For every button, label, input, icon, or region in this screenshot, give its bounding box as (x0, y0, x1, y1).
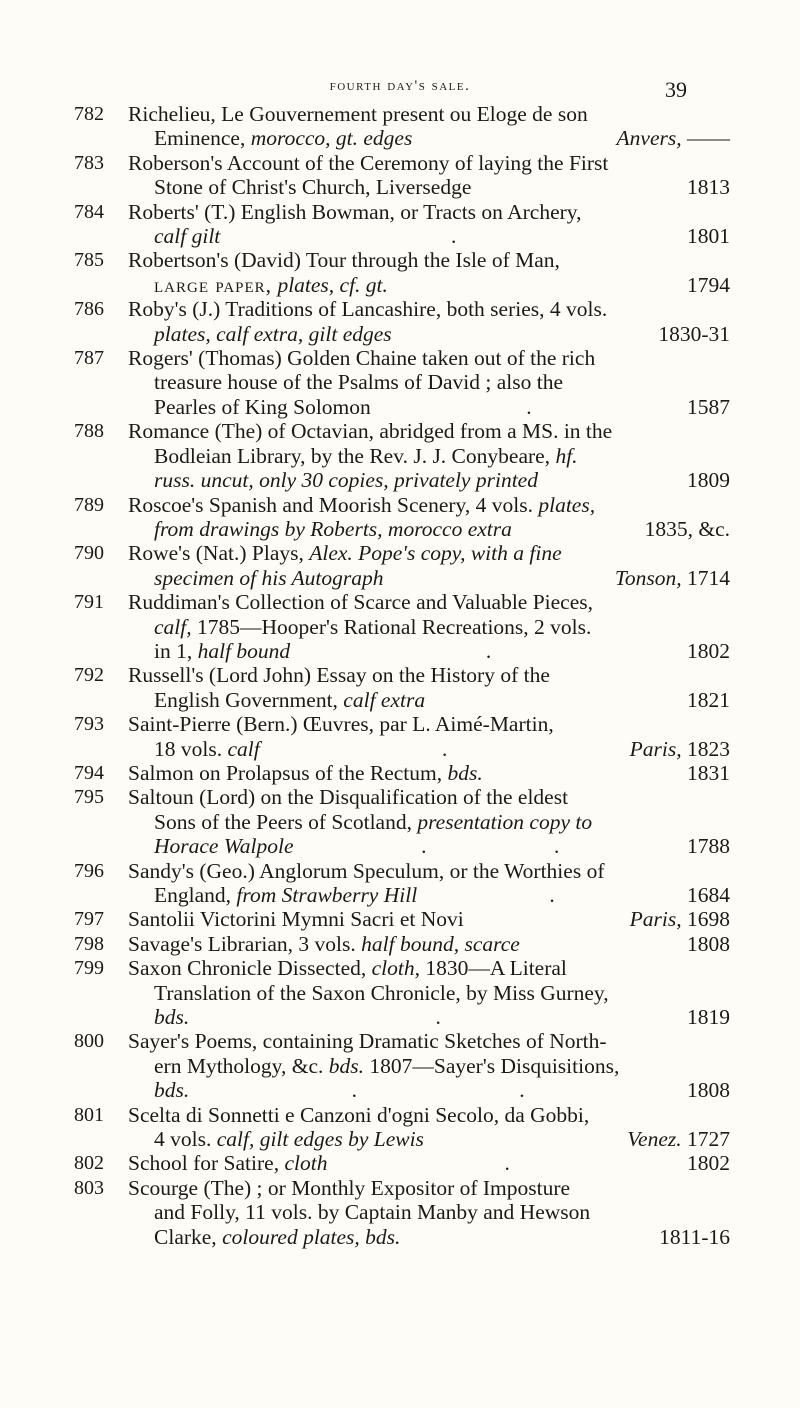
lot-binding: calf (227, 736, 260, 761)
lot-text: Clarke, (154, 1224, 223, 1249)
lot-number: 783 (74, 151, 104, 174)
lot-number: 799 (74, 957, 104, 980)
lot-binding: morocco, gt. edges (250, 126, 413, 151)
lot-entry-795 (74, 785, 730, 858)
lot-binding: calf, gilt edges by Lewis (216, 1127, 424, 1152)
lot-line (128, 1078, 730, 1102)
lot-line: Romance (The) of Octavian, abridged from a MS. in the (128, 419, 613, 444)
lot-line: Richelieu, Le Gouvernement present ou Eloge de son (128, 102, 588, 126)
lot-number: 795 (74, 786, 104, 809)
lot-line (128, 517, 730, 541)
lot-number: 785 (74, 249, 104, 272)
lot-dot: . (526, 394, 532, 419)
lot-line (128, 907, 730, 931)
lot-binding: half bound, scarce (361, 931, 520, 956)
lot-number: 792 (74, 664, 104, 687)
lot-binding: half bound (197, 638, 291, 663)
lot-number: 798 (74, 932, 104, 955)
lot-date: 1684 (687, 883, 730, 907)
lot-entry-799 (74, 956, 730, 1029)
lot-date: 1821 (687, 687, 730, 712)
lot-line (128, 444, 730, 468)
lot-date: 1802 (687, 638, 730, 663)
lot-number: 790 (74, 542, 104, 565)
lot-provenance: from Strawberry Hill (236, 883, 418, 907)
lot-line (128, 541, 730, 565)
lot-binding: calf gilt (154, 224, 221, 249)
lot-binding: plates, cf. gt. (272, 272, 388, 297)
lot-entry-785 (74, 248, 730, 297)
lot-number: 794 (74, 761, 104, 784)
lot-line: Sayer's Poems, containing Dramatic Sketches of North- (128, 1029, 607, 1054)
lot-number: 800 (74, 1030, 104, 1053)
lot-dot: . (549, 883, 555, 907)
lot-binding: hf. (555, 443, 578, 468)
lot-line (128, 468, 730, 492)
lot-date: 1788 (686, 834, 730, 859)
lot-line: Scourge (The) ; or Monthly Expositor of Imposture (128, 1175, 571, 1200)
lot-dot: . (554, 834, 560, 859)
lot-line: Roby's (J.) Traditions of Lancashire, both series, 4 vols. (128, 297, 608, 322)
lot-date: 1835, &c. (644, 516, 730, 541)
lot-text: ern Mythology, &c. (154, 1053, 329, 1078)
lot-place: Venez. (627, 1127, 682, 1152)
lot-binding: bds. (154, 1078, 190, 1103)
lot-number: 788 (74, 420, 104, 443)
lot-entry-786 (74, 297, 730, 346)
lot-text: 1785—Hooper's Rational Recreations, 2 vols. (191, 614, 592, 639)
lot-text: Bodleian Library, by the Rev. J. J. Conybeare, (154, 443, 556, 468)
lot-line (128, 639, 730, 663)
lot-line: Ruddiman's Collection of Scarce and Valuable Pieces, (128, 590, 594, 615)
lot-provenance: Horace Walpole (154, 834, 294, 859)
lot-text: 18 vols. (154, 736, 228, 761)
lot-entry-788 (74, 419, 730, 492)
lot-date: 1794 (687, 272, 730, 297)
lot-date: 1698 (681, 907, 730, 932)
lot-line: Russell's (Lord John) Essay on the History of the (128, 663, 550, 688)
lot-line: treasure house of the Psalms of David ; also the (154, 370, 564, 395)
lot-entry-797 (74, 907, 730, 931)
lot-line (128, 737, 730, 761)
lot-line (128, 566, 730, 590)
lot-text: English Government, (154, 687, 344, 712)
lot-entry-794 (74, 761, 730, 785)
lot-line: and Folly, 11 vols. by Captain Manby and Hewson (154, 1200, 591, 1225)
lot-date: 1809 (687, 468, 730, 493)
lot-line (128, 1127, 730, 1151)
lot-text: in 1, (154, 638, 198, 663)
lot-line (128, 688, 730, 712)
lot-dot: . (435, 1005, 441, 1030)
lot-entry-791 (74, 590, 730, 663)
lot-place: Anvers, (616, 126, 682, 151)
lot-number: 782 (74, 103, 104, 125)
lot-line: Roberson's Account of the Ceremony of laying the First (128, 150, 609, 175)
lot-line (128, 810, 730, 834)
lot-line (128, 956, 730, 980)
lot-place: Tonson, (614, 565, 682, 590)
lot-line (128, 932, 730, 956)
lot-text: England, (154, 883, 237, 907)
lot-number: 791 (74, 591, 104, 614)
lot-line (128, 1225, 730, 1249)
lot-number: 784 (74, 200, 104, 223)
lot-entry-787 (74, 346, 730, 419)
lot-date: 1808 (687, 931, 730, 956)
lot-text: Santolii Victorini Mymni Sacri et Novi (128, 907, 464, 932)
lot-binding: calf, (154, 614, 192, 639)
lot-number: 797 (74, 908, 104, 931)
lot-entry-783 (74, 151, 730, 200)
lot-text: Saxon Chronicle Dissected, (128, 956, 372, 981)
lot-text: large paper, (154, 272, 273, 297)
lot-number: 801 (74, 1103, 104, 1126)
lot-text: Stone of Christ's Church, Liversedge (154, 175, 472, 200)
lot-line (128, 395, 730, 419)
lot-line (128, 224, 730, 248)
lot-number: 789 (74, 493, 104, 516)
lot-dot: . (450, 224, 457, 249)
lot-line: Scelta di Sonnetti e Canzoni d'ogni Secolo, da Gobbi, (128, 1102, 590, 1127)
lot-text: School for Satire, (128, 1151, 285, 1176)
lot-binding: cloth (284, 1151, 328, 1176)
lot-provenance: Alex. Pope's copy, with a fine (309, 541, 562, 566)
lot-dot: . (421, 834, 427, 859)
lot-entry-803 (74, 1176, 730, 1249)
lot-line (128, 1005, 730, 1029)
lot-number: 787 (74, 347, 104, 370)
lot-place: Paris, (629, 907, 682, 932)
lot-entry-782 (74, 102, 730, 151)
page-number: 39 (665, 77, 687, 102)
lot-binding: bds. (328, 1053, 365, 1078)
lot-line: Translation of the Saxon Chronicle, by Miss Gurney, (154, 980, 609, 1005)
lot-entry-801 (74, 1103, 730, 1152)
lot-binding: russ. uncut, only 30 copies, privately printed (154, 468, 538, 493)
lot-number: 793 (74, 713, 104, 736)
lot-entry-789 (74, 493, 730, 542)
lot-line (128, 126, 730, 150)
lot-dot: . (504, 1151, 510, 1176)
lot-entry-796 (74, 859, 730, 908)
lot-text: Savage's Librarian, 3 vols. (128, 931, 362, 956)
lot-text: 1830—A Literal (420, 956, 567, 981)
lot-date: 1831 (687, 760, 730, 785)
lot-text: Sons of the Peers of Scotland, (154, 809, 418, 834)
lot-number: 803 (74, 1176, 104, 1199)
lot-date: —— (681, 126, 730, 151)
lot-line (128, 1054, 730, 1078)
lot-line (128, 834, 730, 858)
lot-binding: bds. (447, 760, 483, 785)
lot-line (128, 175, 730, 199)
lot-line (128, 883, 730, 907)
lot-line: Rogers' (Thomas) Golden Chaine taken out of the rich (128, 346, 596, 371)
lot-date: 1587 (687, 394, 730, 419)
lot-line (128, 273, 730, 297)
lot-binding: coloured plates, bds. (222, 1224, 401, 1249)
lot-line: Saltoun (Lord) on the Disqualification of the eldest (128, 785, 569, 810)
lot-binding: cloth, (371, 956, 420, 981)
lot-dot: . (485, 638, 492, 663)
lot-date: 1813 (687, 175, 730, 200)
lot-date: 1808 (686, 1078, 730, 1103)
lot-text: 4 vols. (154, 1127, 217, 1152)
lot-text: Pearles of King Solomon (154, 394, 371, 419)
lot-date: 1830-31 (658, 321, 730, 346)
lot-entry-790 (74, 541, 730, 590)
lot-date: 1802 (686, 1151, 730, 1176)
lot-date: 1819 (687, 1005, 730, 1030)
lot-text: 1807—Sayer's Disquisitions, (364, 1053, 620, 1078)
lot-number: 786 (74, 298, 104, 321)
lot-date: 1801 (686, 224, 730, 249)
lot-text: Salmon on Prolapsus of the Rectum, (128, 760, 448, 785)
lot-number: 802 (74, 1152, 104, 1175)
lot-line (128, 761, 730, 785)
lot-line: Saint-Pierre (Bern.) Œuvres, par L. Aimé-Martin, (128, 712, 554, 737)
lot-number: 796 (74, 859, 104, 882)
lot-text: Eminence, (154, 126, 251, 151)
lot-binding: calf extra (343, 687, 426, 712)
lot-date: 1823 (681, 736, 730, 761)
lot-text: Rowe's (Nat.) Plays, (128, 541, 310, 566)
lot-date: 1714 (681, 565, 730, 590)
lot-line: Roberts' (T.) English Bowman, or Tracts on Archery, (128, 199, 582, 224)
lot-line: Robertson's (David) Tour through the Isle of Man, (128, 248, 560, 273)
lot-entry-784 (74, 200, 730, 249)
lot-entry-798 (74, 932, 730, 956)
lot-line (128, 1151, 730, 1175)
lot-dot: . (442, 736, 448, 761)
lot-date: 1727 (681, 1127, 730, 1152)
lot-binding: plates, (538, 492, 596, 517)
lot-binding: from drawings by Roberts, morocco extra (154, 516, 512, 541)
lot-line (128, 493, 730, 517)
running-title: fourth day's sale. (329, 78, 471, 94)
lot-entry-800 (74, 1029, 730, 1102)
lot-provenance: presentation copy to (417, 809, 593, 834)
lot-entry-793 (74, 712, 730, 761)
lot-line (128, 615, 730, 639)
lot-dot: . (351, 1078, 357, 1103)
lot-place: Paris, (629, 736, 682, 761)
lot-line: Sandy's (Geo.) Anglorum Speculum, or the Worthies of (128, 858, 605, 883)
lot-provenance: specimen of his Autograph (154, 565, 384, 590)
lot-dot: . (519, 1078, 525, 1103)
lot-text: Roscoe's Spanish and Moorish Scenery, 4 vols. (128, 492, 539, 517)
lot-line (128, 322, 730, 346)
lot-binding: plates, calf extra, gilt edges (154, 321, 392, 346)
lot-binding: bds. (154, 1005, 190, 1030)
lot-entry-792 (74, 663, 730, 712)
lot-date: 1811-16 (659, 1224, 730, 1249)
lot-list (74, 102, 730, 1249)
lot-entry-802 (74, 1151, 730, 1175)
